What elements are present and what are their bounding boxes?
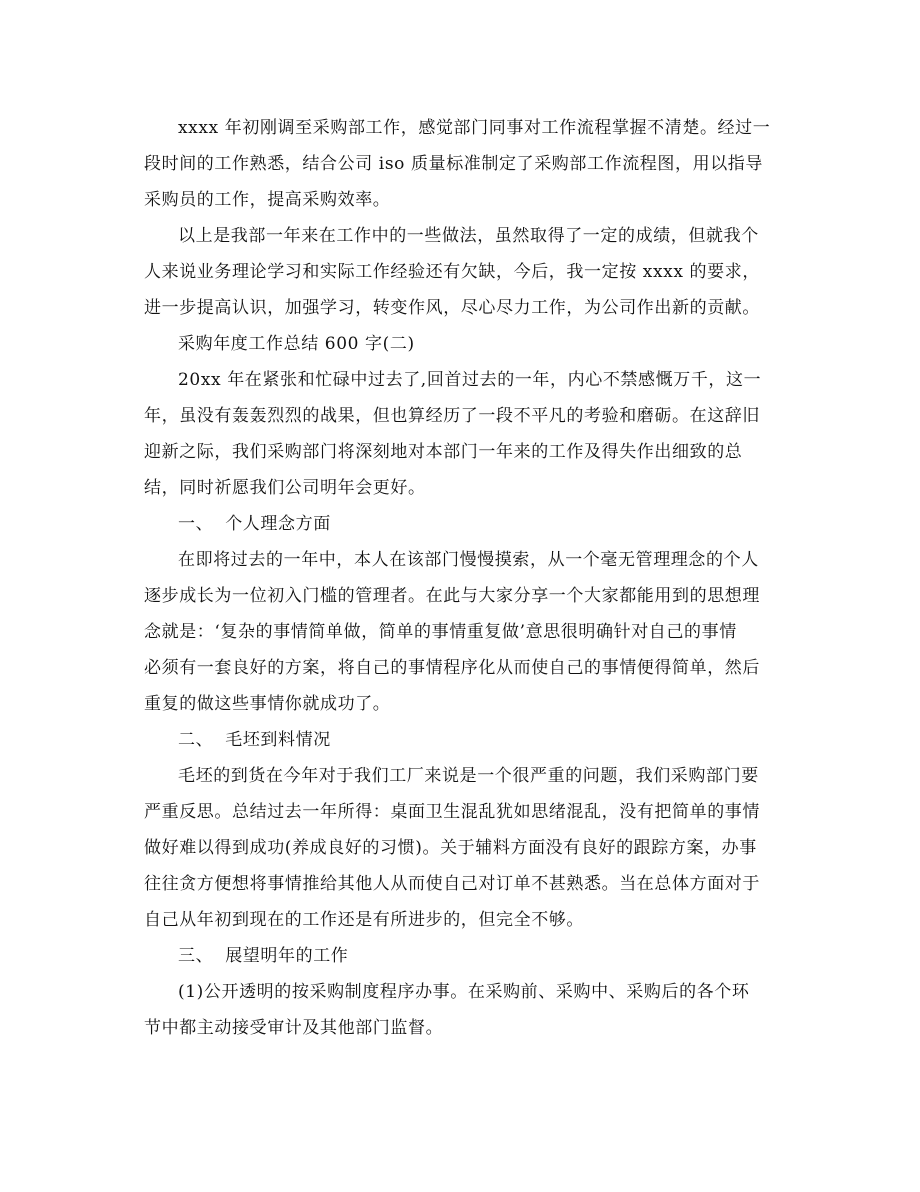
paragraph-line: 必须有一套良好的方案，将自己的事情程序化从而使自己的事情便得简单，然后 xyxy=(144,658,760,678)
paragraph-line: xxxx 年初刚调至采购部工作，感觉部门同事对工作流程掌握不清楚。经过一 xyxy=(178,118,771,138)
section-title: 采购年度工作总结 600 字(二) xyxy=(178,334,415,354)
paragraph-line: 自己从年初到现在的工作还是有所进步的，但完全不够。 xyxy=(144,910,584,930)
paragraph-line: 逐步成长为一位初入门槛的管理者。在此与大家分享一个大家都能用到的思想理 xyxy=(144,586,760,606)
paragraph-line: 念就是：‘复杂的事情简单做，简单的事情重复做’意思很明确针对自己的事情 xyxy=(144,622,737,642)
paragraph-line: 结，同时祈愿我们公司明年会更好。 xyxy=(144,478,426,498)
paragraph-line: 往往贪方便想将事情推给其他人从而使自己对订单不甚熟悉。当在总体方面对于 xyxy=(144,874,760,894)
paragraph-line: 毛坯的到货在今年对于我们工厂来说是一个很严重的问题，我们采购部门要 xyxy=(178,766,759,786)
paragraph-line: 做好难以得到成功(养成良好的习惯)。关于辅料方面没有良好的跟踪方案，办事 xyxy=(144,838,757,858)
paragraph-line: (1)公开透明的按采购制度程序办事。在采购前、采购中、采购后的各个环 xyxy=(178,982,750,1002)
paragraph-line: 年，虽没有轰轰烈烈的战果，但也算经历了一段不平凡的考验和磨砺。在这辞旧 xyxy=(144,406,760,426)
section-heading: 二、 毛坯到料情况 xyxy=(178,730,331,750)
paragraph-line: 迎新之际，我们采购部门将深刻地对本部门一年来的工作及得失作出细致的总 xyxy=(144,442,743,462)
section-heading: 三、 展望明年的工作 xyxy=(178,946,349,966)
paragraph-line: 进一步提高认识，加强学习，转变作风，尽心尽力工作，为公司作出新的贡献。 xyxy=(144,298,760,318)
paragraph-line: 节中都主动接受审计及其他部门监督。 xyxy=(144,1018,444,1038)
paragraph-line: 在即将过去的一年中，本人在该部门慢慢摸索，从一个毫无管理理念的个人 xyxy=(178,550,759,570)
paragraph-line: 段时间的工作熟悉，结合公司 iso 质量标准制定了采购部工作流程图，用以指导 xyxy=(144,154,764,174)
paragraph-line: 人来说业务理论学习和实际工作经验还有欠缺，今后，我一定按 xxxx 的要求， xyxy=(144,262,760,282)
paragraph-line: 20xx 年在紧张和忙碌中过去了,回首过去的一年，内心不禁感慨万千，这一 xyxy=(178,370,762,390)
paragraph-line: 严重反思。总结过去一年所得：桌面卫生混乱犹如思绪混乱，没有把简单的事情 xyxy=(144,802,760,822)
paragraph-line: 采购员的工作，提高采购效率。 xyxy=(144,190,391,210)
paragraph-line: 以上是我部一年来在工作中的一些做法，虽然取得了一定的成绩，但就我个 xyxy=(178,226,759,246)
section-heading: 一、 个人理念方面 xyxy=(178,514,331,534)
paragraph-line: 重复的做这些事情你就成功了。 xyxy=(144,694,391,714)
